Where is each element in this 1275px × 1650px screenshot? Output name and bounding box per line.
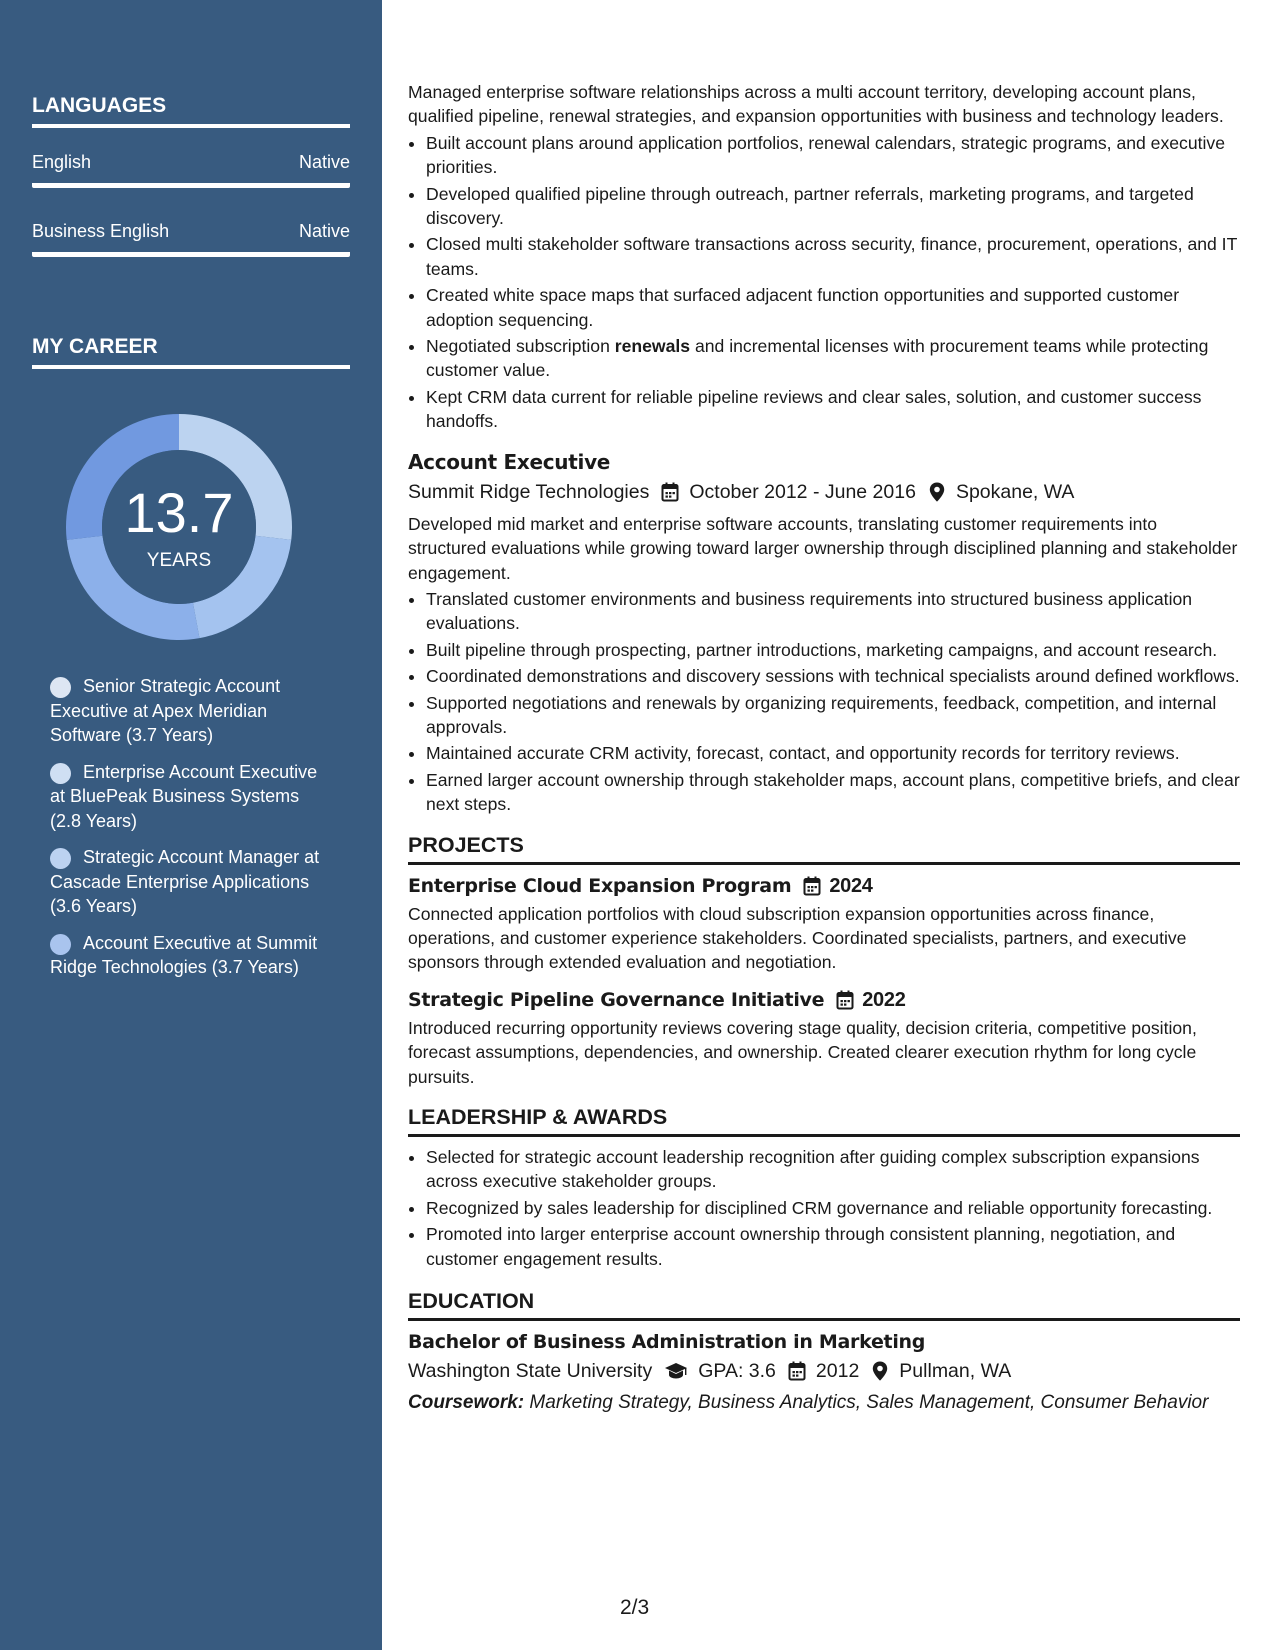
job-bullet: • Earned larger account ownership through stakeholder maps, account plans, competitive briefs, and clear next steps. xyxy=(426,768,1240,817)
job-bullets xyxy=(408,587,1240,817)
main-content xyxy=(408,80,1240,1416)
job-bullet: • Translated customer environments and business requirements into structured business application evaluations. xyxy=(426,587,1240,636)
career-legend-label: Enterprise Account Executive at BluePeak Business Systems (2.8 Years) xyxy=(50,761,318,831)
education-meta xyxy=(408,1357,1240,1385)
calendar-icon xyxy=(661,482,679,502)
graduation-cap-icon xyxy=(664,1361,688,1381)
career-heading: MY CAREER xyxy=(32,335,350,369)
project-title-row xyxy=(408,875,1240,898)
project-description: Connected application portfolios with cloud subscription expansion opportunities across finance, operations, and customer experience stakeholders. Coordinated specialists, partners, and executive sponsors through extended evaluation and negotiation. xyxy=(408,903,1187,973)
job-bullet: • Built account plans around application portfolios, renewal calendars, strategic programs, and executive priorities. xyxy=(426,131,1240,180)
map-pin-icon xyxy=(928,482,946,502)
projects-heading: PROJECTS xyxy=(408,833,1240,865)
job-bullet: • Closed multi stakeholder software transactions across security, finance, procurement, operations, and IT teams. xyxy=(426,232,1240,281)
project-title-row xyxy=(408,989,1240,1012)
award-bullet: • Recognized by sales leadership for disciplined CRM governance and reliable opportunity forecasting. xyxy=(426,1196,1240,1220)
job-bullets xyxy=(408,131,1240,434)
project-year: 2022 xyxy=(862,988,906,1011)
company-name: Summit Ridge Technologies xyxy=(408,480,650,503)
language-row xyxy=(32,221,350,257)
job-location: Spokane, WA xyxy=(955,480,1075,503)
coursework-list: Marketing Strategy, Business Analytics, Sales Management, Consumer Behavior xyxy=(524,1392,1209,1414)
languages-heading: LANGUAGES xyxy=(32,94,350,128)
project-year: 2024 xyxy=(829,874,873,897)
job-title: Account Executive xyxy=(408,449,611,474)
language-level: Native xyxy=(298,152,350,172)
career-legend-item xyxy=(50,760,330,834)
language-name: English xyxy=(32,152,92,172)
legend-dot-icon xyxy=(50,763,71,784)
job-summary: Managed enterprise software relationships across a multi account territory, developing account plans, qualified pipeline, renewal strategies, and expansion opportunities with business and technology leaders. xyxy=(408,82,1224,127)
awards-bullets xyxy=(408,1145,1240,1271)
career-total-value: 13.7 xyxy=(124,481,234,544)
career-legend-label: Account Executive at Summit Ridge Technologies (3.7 Years) xyxy=(50,932,318,977)
job-bullet: • Coordinated demonstrations and discovery sessions with technical specialists around defined workflows. xyxy=(426,664,1240,688)
map-pin-icon xyxy=(871,1361,889,1381)
career-legend-item xyxy=(50,845,330,919)
page-number: 2/3 xyxy=(620,1596,650,1619)
calendar-icon xyxy=(836,990,854,1010)
career-legend-item xyxy=(50,674,330,748)
project-title: Enterprise Cloud Expansion Program xyxy=(408,875,792,898)
graduation-year: 2012 xyxy=(815,1360,860,1383)
job-bullet: • Supported negotiations and renewals by organizing requirements, feedback, competition, and internal approvals. xyxy=(426,691,1240,740)
project-title: Strategic Pipeline Governance Initiative xyxy=(408,989,825,1012)
degree-title: Bachelor of Business Administration in Marketing xyxy=(408,1331,926,1354)
education-location: Pullman, WA xyxy=(899,1360,1012,1383)
education-heading: EDUCATION xyxy=(408,1289,1240,1321)
language-row xyxy=(32,152,350,188)
legend-dot-icon xyxy=(50,848,71,869)
job-bullet: • Developed qualified pipeline through outreach, partner referrals, marketing programs, and targeted discovery. xyxy=(426,182,1240,231)
language-name: Business English xyxy=(32,221,170,241)
calendar-icon xyxy=(803,876,821,896)
awards-heading: LEADERSHIP & AWARDS xyxy=(408,1105,1240,1137)
award-bullet: • Selected for strategic account leadership recognition after guiding complex subscription expansions across executive stakeholder groups. xyxy=(426,1145,1240,1194)
job-bullet: • Maintained accurate CRM activity, forecast, contact, and opportunity records for territory reviews. xyxy=(426,741,1240,765)
legend-dot-icon xyxy=(50,934,71,955)
bullet-text: and incremental licenses with procurement teams while protecting customer value. xyxy=(426,336,1209,381)
job-summary: Developed mid market and enterprise software accounts, translating customer requirements into structured evaluations while growing toward larger ownership through disciplined planning and stakeholder engagement. xyxy=(408,513,1238,583)
job-dates: October 2012 - June 2016 xyxy=(689,480,916,503)
job-bullet: • Built pipeline through prospecting, partner introductions, marketing campaigns, and account research. xyxy=(426,638,1240,662)
gpa: GPA: 3.6 xyxy=(698,1360,776,1383)
bullet-text: Negotiated subscription xyxy=(426,336,615,357)
job-meta xyxy=(408,478,1240,506)
career-legend-label: Strategic Account Manager at Cascade Enterprise Applications (3.6 Years) xyxy=(50,847,320,916)
language-level: Native xyxy=(298,221,350,241)
coursework xyxy=(408,1391,1240,1416)
career-legend-item xyxy=(50,931,330,980)
job-bullet xyxy=(426,334,1240,383)
legend-dot-icon xyxy=(50,677,71,698)
bullet-bold-text: renewals xyxy=(614,336,691,357)
sidebar xyxy=(0,0,382,1650)
coursework-label: Coursework: xyxy=(408,1392,525,1414)
job-bullet: • Kept CRM data current for reliable pipeline reviews and clear sales, solution, and customer success handoffs. xyxy=(426,385,1240,434)
career-legend xyxy=(50,674,330,992)
calendar-icon xyxy=(788,1361,806,1381)
award-bullet: • Promoted into larger enterprise account ownership through consistent planning, negotiation, and customer engagement results. xyxy=(426,1222,1240,1271)
career-total-unit: YEARS xyxy=(146,550,212,571)
school-name: Washington State University xyxy=(408,1360,653,1383)
job-bullet: • Created white space maps that surfaced adjacent function opportunities and supported customer adoption sequencing. xyxy=(426,283,1240,332)
career-legend-label: Senior Strategic Account Executive at Apex Meridian Software (3.7 Years) xyxy=(50,676,281,745)
project-description: Introduced recurring opportunity reviews covering stage quality, decision criteria, competitive position, forecast assumptions, dependencies, and ownership. Created clearer execution rhythm for long cycle pursuits. xyxy=(408,1017,1197,1087)
